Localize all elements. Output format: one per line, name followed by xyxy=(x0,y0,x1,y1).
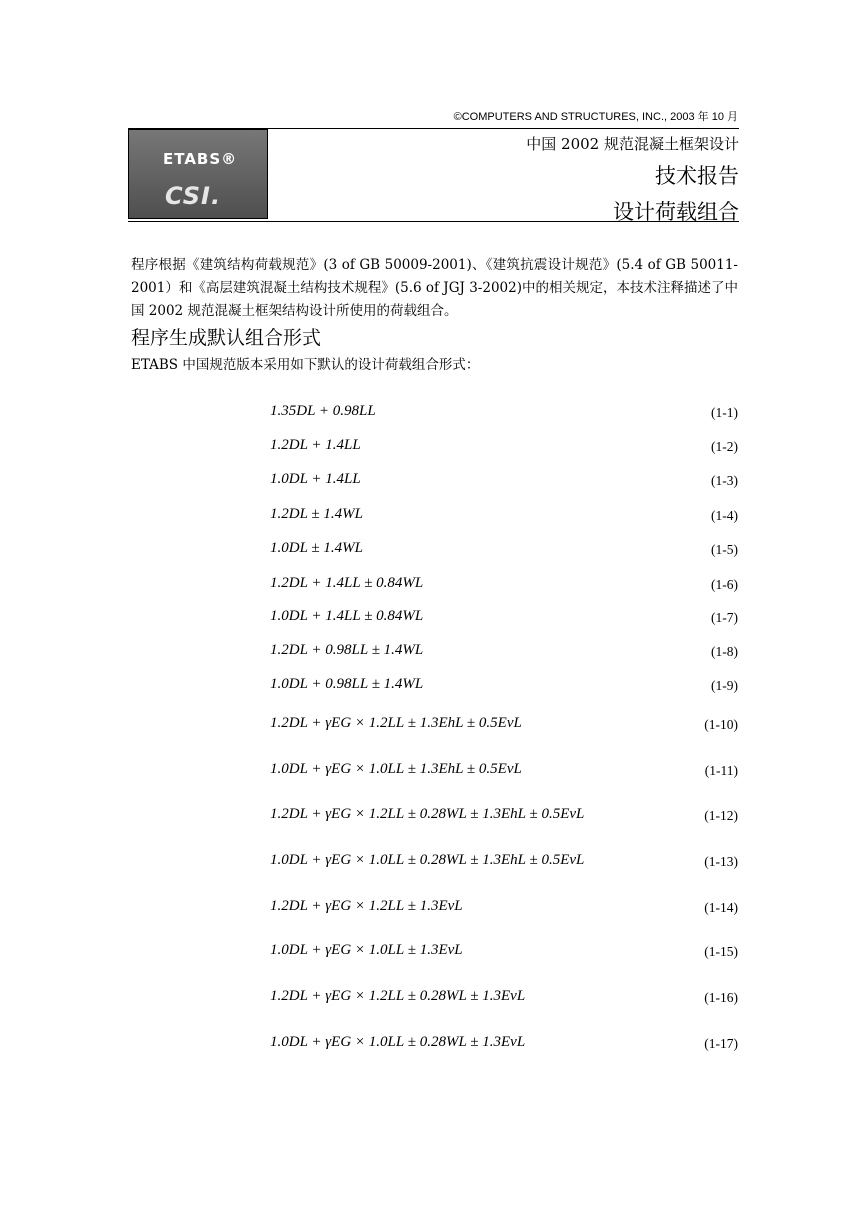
equation-row xyxy=(270,806,738,830)
equation-row xyxy=(270,852,738,876)
equation-row xyxy=(270,988,738,1012)
equation-number: (1-15) xyxy=(704,944,738,959)
equation-number: (1-12) xyxy=(704,808,738,823)
equation-number: (1-14) xyxy=(704,900,738,915)
equation-formula: 1.0DL + γEG × 1.0LL ± 1.3EvL xyxy=(270,942,463,958)
equation-formula: 1.0DL + 0.98LL ± 1.4WL xyxy=(270,676,424,692)
copyright-line: ©COMPUTERS AND STRUCTURES, INC., 2003 年 10 月 xyxy=(453,111,738,123)
header-subtitle: 中国 2002 规范混凝土框架设计 xyxy=(526,135,739,153)
equation-row xyxy=(270,942,738,966)
equation-row xyxy=(270,437,738,461)
equation-row xyxy=(270,715,738,739)
equation-row xyxy=(270,575,738,599)
document-header xyxy=(128,128,739,222)
equation-number: (1-10) xyxy=(704,717,738,732)
header-title-topic: 设计荷载组合 xyxy=(613,200,739,224)
equation-number: (1-4) xyxy=(711,508,738,523)
equation-number: (1-6) xyxy=(711,577,738,592)
equation-number: (1-1) xyxy=(711,405,738,420)
equation-row xyxy=(270,676,738,700)
equation-number: (1-3) xyxy=(711,473,738,488)
equation-number: (1-9) xyxy=(711,678,738,693)
equation-formula: 1.0DL + γEG × 1.0LL ± 1.3EhL ± 0.5EvL xyxy=(270,761,522,777)
equation-row xyxy=(270,1034,738,1058)
equation-row xyxy=(270,540,738,564)
equation-row xyxy=(270,761,738,785)
equation-formula: 1.2DL ± 1.4WL xyxy=(270,506,363,522)
equation-number: (1-2) xyxy=(711,439,738,454)
equation-formula: 1.2DL + γEG × 1.2LL ± 1.3EhL ± 0.5EvL xyxy=(270,715,522,731)
equation-row xyxy=(270,403,738,427)
equation-formula: 1.2DL + 1.4LL ± 0.84WL xyxy=(270,575,424,591)
equation-formula: 1.0DL + γEG × 1.0LL ± 0.28WL ± 1.3EhL ± 0.5EvL xyxy=(270,852,585,868)
equation-formula: 1.35DL + 0.98LL xyxy=(270,403,376,419)
etabs-csi-logo xyxy=(128,129,268,219)
equation-row xyxy=(270,506,738,530)
equation-number: (1-16) xyxy=(704,990,738,1005)
csi-logo-text: CSI. xyxy=(165,182,222,210)
equation-formula: 1.2DL + 1.4LL xyxy=(270,437,361,453)
equation-formula: 1.0DL ± 1.4WL xyxy=(270,540,363,556)
equation-formula: 1.2DL + γEG × 1.2LL ± 0.28WL ± 1.3EhL ± 0.5EvL xyxy=(270,806,585,822)
equation-row xyxy=(270,608,738,632)
section-description: ETABS 中国规范版本采用如下默认的设计荷载组合形式： xyxy=(131,357,480,373)
equation-number: (1-13) xyxy=(704,854,738,869)
header-titles xyxy=(526,129,739,226)
equation-row xyxy=(270,642,738,666)
equation-formula: 1.2DL + γEG × 1.2LL ± 1.3EvL xyxy=(270,898,463,914)
equation-row xyxy=(270,471,738,495)
equation-formula: 1.0DL + 1.4LL xyxy=(270,471,361,487)
header-title-report: 技术报告 xyxy=(655,164,739,188)
equation-number: (1-17) xyxy=(704,1036,738,1051)
equation-formula: 1.2DL + γEG × 1.2LL ± 0.28WL ± 1.3EvL xyxy=(270,988,526,1004)
equation-formula: 1.0DL + γEG × 1.0LL ± 0.28WL ± 1.3EvL xyxy=(270,1034,526,1050)
equation-formula: 1.2DL + 0.98LL ± 1.4WL xyxy=(270,642,424,658)
equation-number: (1-7) xyxy=(711,610,738,625)
equation-number: (1-8) xyxy=(711,644,738,659)
intro-paragraph: 程序根据《建筑结构荷载规范》(3 of GB 50009-2001)、《建筑抗震设计规范》(5.4 of GB 50011-2001）和《高层建筑混凝土结构技术规程》(5.6 of JGJ 3-2002)中的相关规定，本技术注释描述了中国 2002 规范混凝土框架结构设计所使用的荷载组合。 xyxy=(131,257,738,319)
equation-number: (1-5) xyxy=(711,542,738,557)
section-title: 程序生成默认组合形式 xyxy=(131,327,322,349)
equation-formula: 1.0DL + 1.4LL ± 0.84WL xyxy=(270,608,424,624)
equation-number: (1-11) xyxy=(704,763,738,778)
etabs-logo-text: ETABS® xyxy=(163,150,238,168)
equation-row xyxy=(270,898,738,922)
